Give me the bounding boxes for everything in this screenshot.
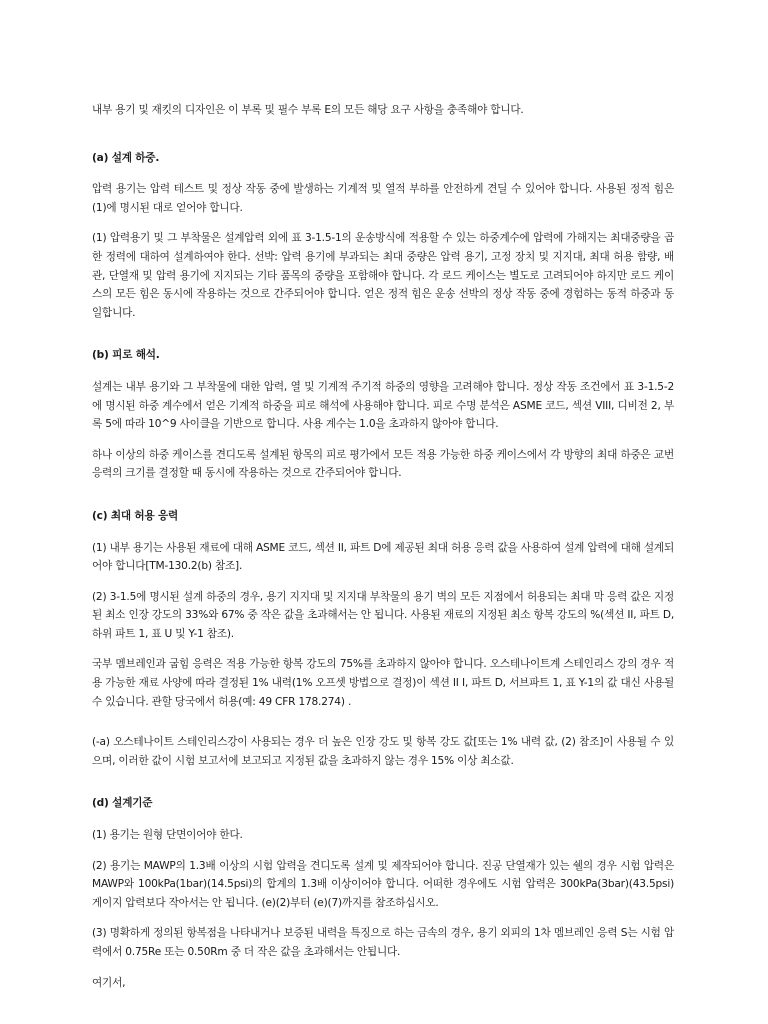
section-b-paragraph-1: 설계는 내부 용기와 그 부착물에 대한 압력, 열 및 기계적 주기적 하중의 영향을 고려해야 합니다. 정상 작동 조건에서 표 3-1.5-2에 명시된 하중 계수에서 얻은 기계적 하중을 피로 해석에 사용해야 합니다. 피로 수명 분석은 ASME 코드, 섹션 VIII, 디비전 2, 부록 5에 따라 10^9 사이클을 기반으로 합니다. 사용 계수는 1.0을 초과하지 않아야 합니다. xyxy=(92,380,674,431)
intro-paragraph: 내부 용기 및 재킷의 디자인은 이 부록 및 필수 부록 E의 모든 해당 요구 사항을 충족해야 합니다. xyxy=(92,104,524,116)
section-c-paragraph-2: (2) 3-1.5에 명시된 설계 하중의 경우, 용기 지지대 및 지지대 부착물의 용기 벽의 모든 지점에서 허용되는 최대 막 응력 값은 지정된 최소 인장 강도의 33%와 67% 중 작은 값을 초과해서는 안 됩니다. 사용된 재료의 지정된 최소 항복 강도의 %(섹션 II, 파트 D, 하위 파트 1, 표 U 및 Y-1 참조). xyxy=(92,590,674,640)
section-a-paragraph-2: (1) 압력용기 및 그 부착물은 설계압력 외에 표 3-1.5-1의 운송방식에 적용할 수 있는 하중계수에 압력에 가해지는 최대중량을 곱한 정력에 대하여 설계하여야 한다. 선박: 압력 용기에 부과되는 최대 중량은 압력 용기, 고정 장치 및 지지대, 최대 허용 함량, 배관, 단열재 및 압력 용기에 지지되는 기타 품목의 중량을 포함해야 합니다. 각 로드 케이스는 별도로 고려되어야 하지만 로드 케이스의 모든 힘은 동시에 작용하는 것으로 간주되어야 합니다. 얻은 정적 힘은 운송 선박의 정상 작동 중에 경험하는 동적 하중과 동일합니다. xyxy=(92,232,674,319)
section-c-note: (-a) 오스테나이트 스테인리스강이 사용되는 경우 더 높은 인장 강도 및 항복 강도 값[또는 1% 내력 값, (2) 참조]이 사용될 수 있으며, 이러한 값이 시험 보고서에 보고되고 지정된 값을 초과하지 않는 경우 15% 이상 최소값. xyxy=(92,736,674,767)
section-d-paragraph-1: (1) 용기는 원형 단면이어야 한다. xyxy=(92,829,243,842)
section-c-heading: (c) 최대 허용 응력 xyxy=(92,509,179,522)
section-a-heading: (a) 설계 하중. xyxy=(92,151,160,164)
section-c-paragraph-3: 국부 멤브레인과 굽힘 응력은 적용 가능한 항복 강도의 75%를 초과하지 않아야 합니다. 오스테나이트계 스테인리스 강의 경우 적용 가능한 재료 사양에 따라 결정된 1% 내력(1% 오프셋 방법으로 결정)이 섹션 II I, 파트 D, 서브파트 1, 표 Y-1의 값 대신 사용될 수 있습니다. 관할 당국에서 허용(예: 49 CFR 178.274) . xyxy=(92,658,674,708)
section-b-heading: (b) 피로 해석. xyxy=(92,349,160,362)
section-d-closing: 여기서, xyxy=(92,976,126,989)
section-d-heading: (d) 설계기준 xyxy=(92,797,153,810)
section-d-paragraph-3: (3) 명확하게 정의된 항복점을 나타내거나 보증된 내력을 특징으로 하는 금속의 경우, 용기 외피의 1차 멤브레인 응력 S는 시험 압력에서 0.75Re 또는 0.50Rm 중 더 작은 값을 초과해서는 안됩니다. xyxy=(92,927,674,958)
section-c-paragraph-1: (1) 내부 용기는 사용된 재료에 대해 ASME 코드, 섹션 II, 파트 D에 제공된 최대 허용 응력 값을 사용하여 설계 압력에 대해 설계되어야 합니다[TM-130.2(b) 참조]. xyxy=(92,541,674,573)
section-d-paragraph-2: (2) 용기는 MAWP의 1.3배 이상의 시험 압력을 견디도록 설계 및 제작되어야 합니다. 진공 단열재가 있는 쉘의 경우 시험 압력은 MAWP와 100kPa(1bar)(14.5psi)의 합계의 1.3배 이상이어야 합니다. 어떠한 경우에도 시험 압력은 300kPa(3bar)(43.5psi) 게이지 압력보다 작아서는 안 됩니다. (e)(2)부터 (e)(7)까지를 참조하십시오. xyxy=(92,859,674,909)
section-b-paragraph-2: 하나 이상의 하중 케이스를 견디도록 설계된 항목의 피로 평가에서 모든 적용 가능한 하중 케이스에서 각 방향의 최대 하중은 교번 응력의 크기를 결정할 때 동시에 작용하는 것으로 간주되어야 합니다. xyxy=(92,448,674,480)
section-a-paragraph-1: 압력 용기는 압력 테스트 및 정상 작동 중에 발생하는 기계적 및 열적 부하를 안전하게 견딜 수 있어야 합니다. 사용된 정적 힘은 (1)에 명시된 대로 얻어야 합니다. xyxy=(92,183,674,214)
